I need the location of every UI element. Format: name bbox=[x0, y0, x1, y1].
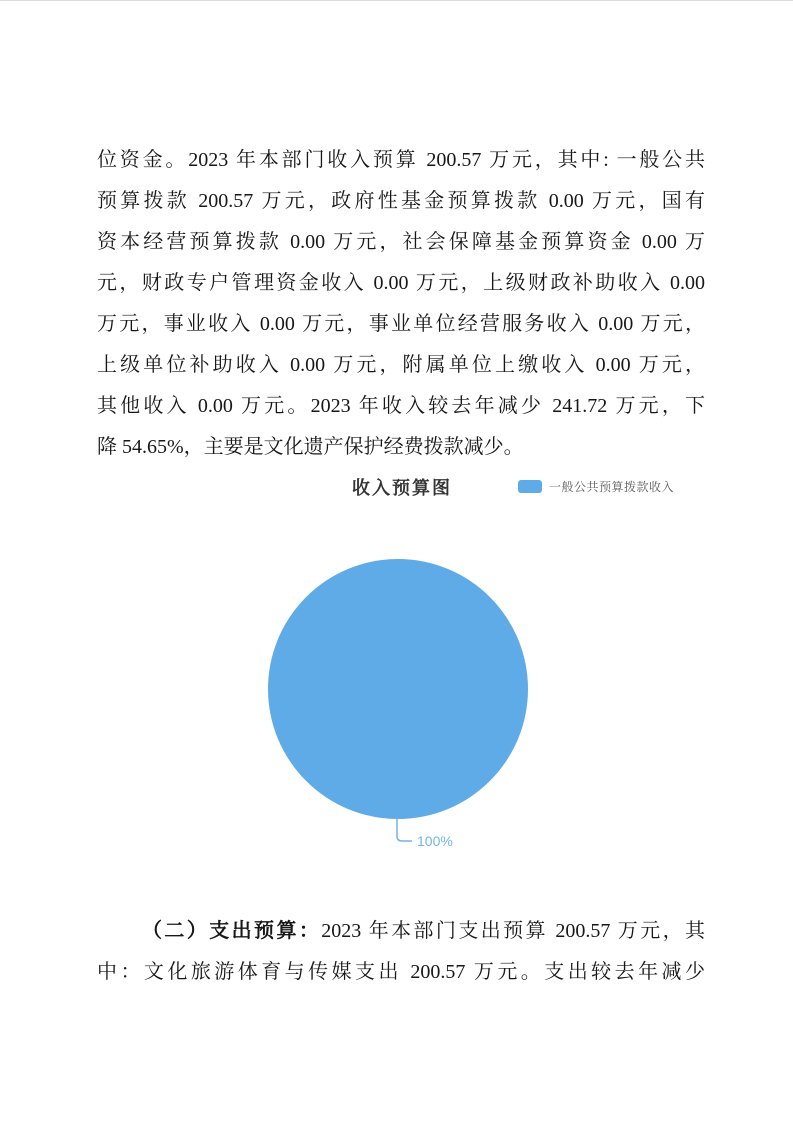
chart-title: 收入预算图 bbox=[352, 478, 452, 498]
expenditure-paragraph-line: 中：文化旅游体育与传媒支出 200.57 万元。支出较去年减少 bbox=[97, 961, 705, 983]
income-paragraph bbox=[97, 140, 705, 468]
expenditure-paragraph-line bbox=[97, 911, 705, 952]
income-paragraph-line: 降 54.65%，主要是文化遗产保护经费拨款减少。 bbox=[97, 436, 524, 458]
expenditure-paragraph bbox=[97, 911, 705, 993]
expenditure-text-run: 2023 年本部门支出预算 200.57 万元，其 bbox=[321, 920, 706, 942]
pie-slice-label: 100% bbox=[417, 833, 453, 849]
pie-label-leader-line bbox=[397, 818, 412, 841]
pie-slice bbox=[268, 559, 528, 819]
legend-swatch-rect bbox=[518, 480, 542, 493]
legend-label: 一般公共预算拨款收入 bbox=[549, 480, 675, 494]
income-paragraph-line: 位资金。2023 年本部门收入预算 200.57 万元，其中: 一般公共 bbox=[97, 149, 705, 171]
chart-legend bbox=[518, 478, 674, 495]
pie-chart bbox=[268, 559, 568, 859]
income-paragraph-line: 预算拨款 200.57 万元，政府性基金预算拨款 0.00 万元，国有 bbox=[97, 190, 705, 212]
income-paragraph-line: 资本经营预算拨款 0.00 万元，社会保障基金预算资金 0.00 万 bbox=[97, 231, 705, 253]
expenditure-heading: （二）支出预算： bbox=[142, 920, 322, 942]
income-paragraph-line: 其他收入 0.00 万元。2023 年收入较去年减少 241.72 万元，下 bbox=[97, 395, 705, 417]
income-paragraph-line: 上级单位补助收入 0.00 万元，附属单位上缴收入 0.00 万元， bbox=[97, 354, 705, 376]
income-paragraph-line: 元，财政专户管理资金收入 0.00 万元，上级财政补助收入 0.00 bbox=[97, 272, 705, 294]
income-paragraph-line: 万元，事业收入 0.00 万元，事业单位经营服务收入 0.00 万元， bbox=[97, 313, 705, 335]
legend-swatch-icon bbox=[518, 480, 542, 493]
